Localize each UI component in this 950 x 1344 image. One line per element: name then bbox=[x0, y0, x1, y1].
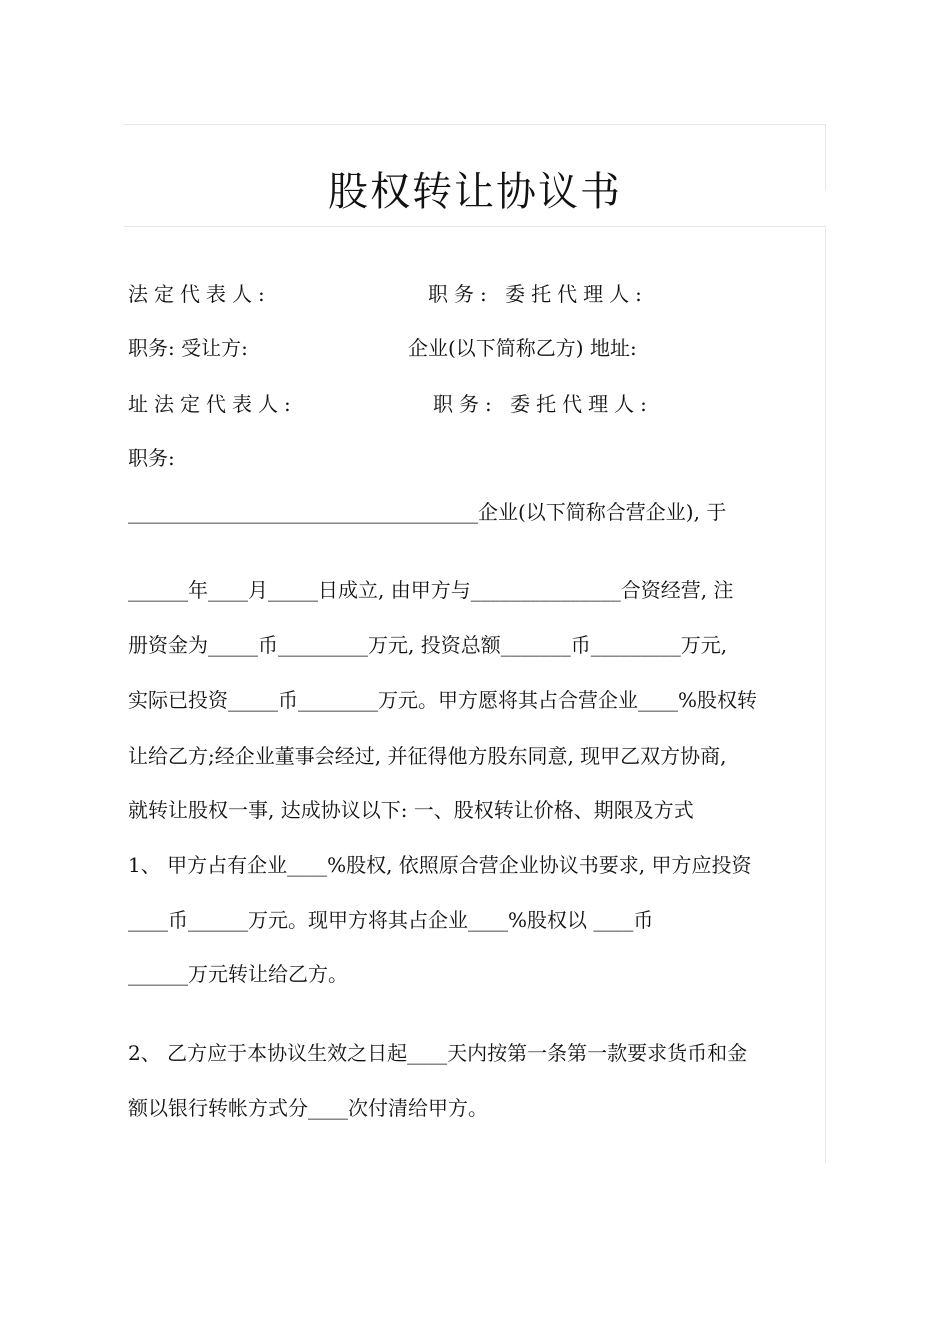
body-line: 额以银行转帐方式分____次付清给甲方。 bbox=[128, 1096, 488, 1120]
body-line: 2、 乙方应于本协议生效之日起____天内按第一条第一款要求货币和金 bbox=[128, 1041, 748, 1065]
body-line: 就转让股权一事, 达成协议以下: 一、股权转让价格、期限及方式 bbox=[128, 798, 694, 822]
right-margin-rule bbox=[825, 228, 826, 1163]
top-rule bbox=[124, 124, 826, 125]
document-title: 股权转让协议书 bbox=[328, 169, 622, 215]
body-line: 实际已投资_____币________万元。甲方愿将其占合营企业____%股权转 bbox=[128, 688, 758, 712]
body-line: 1、 甲方占有企业____%股权, 依照原合营企业协议书要求, 甲方应投资 bbox=[128, 853, 752, 877]
header-line-left: 职务: 受让方: bbox=[128, 336, 248, 360]
header-line-right: 职务: 委托代理人: bbox=[433, 392, 653, 416]
header-line-left: 职务: bbox=[128, 446, 175, 470]
header-line-right: 职务: 委托代理人: bbox=[428, 282, 648, 306]
header-line-left: 法定代表人: bbox=[128, 282, 271, 306]
body-line: ___________________________________企业(以下简称合营企业), 于 bbox=[128, 500, 727, 524]
header-line-left: 址法定代表人: bbox=[128, 392, 297, 416]
body-line: ______年____月_____日成立, 由甲方与_______________合资经营, 注 bbox=[128, 578, 734, 602]
title-underline-rule bbox=[124, 226, 826, 227]
body-line: 让给乙方;经企业董事会经过, 并征得他方股东同意, 现甲乙双方协商, bbox=[128, 744, 727, 768]
header-line-right: 企业(以下简称乙方) 地址: bbox=[408, 336, 637, 360]
body-line: ____币______万元。现甲方将其占企业____%股权以 ____币 bbox=[128, 908, 654, 932]
body-line: ______万元转让给乙方。 bbox=[128, 962, 348, 986]
body-line: 册资金为_____币_________万元, 投资总额_______币_________万元, bbox=[128, 633, 728, 657]
